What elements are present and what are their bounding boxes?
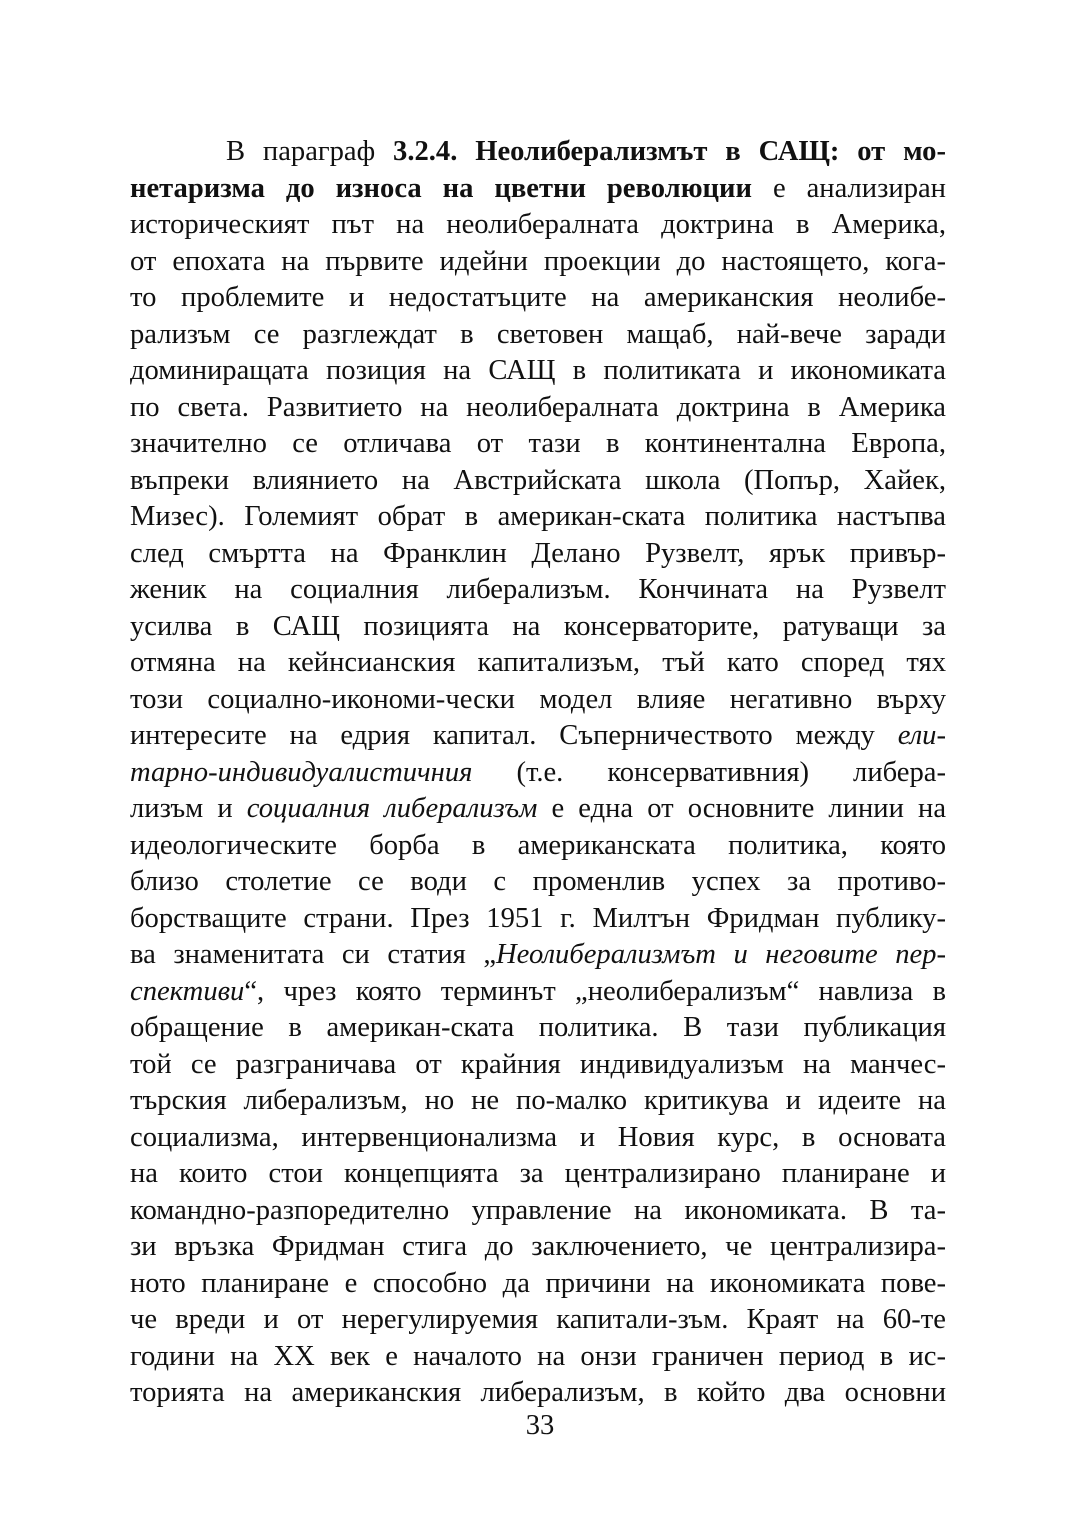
text-segment: лизъм и bbox=[130, 793, 247, 824]
text-line bbox=[130, 937, 946, 974]
text-line bbox=[130, 572, 946, 609]
text-line bbox=[130, 353, 946, 390]
text-segment: то проблемите и недостатъците на американския неолибе- bbox=[130, 282, 946, 313]
body-paragraph bbox=[130, 134, 946, 1412]
text-segment: зи връзка Фридман стига до заключението, че централизира- bbox=[130, 1231, 946, 1262]
text-line bbox=[130, 1266, 946, 1303]
text-line bbox=[130, 280, 946, 317]
text-line bbox=[130, 1375, 946, 1412]
italic-text: спективи bbox=[130, 975, 245, 1007]
text-line bbox=[130, 1083, 946, 1120]
page-number: 33 bbox=[525, 1410, 555, 1441]
text-line bbox=[130, 1047, 946, 1084]
text-line bbox=[130, 718, 946, 755]
text-line bbox=[130, 1156, 946, 1193]
text-line bbox=[130, 1193, 946, 1230]
text-segment: търския либерализъм, но не по-малко критикува и идеите на bbox=[130, 1085, 946, 1116]
text-segment: близо столетие се води с променлив успех за противо- bbox=[130, 866, 946, 897]
text-segment: доминиращата позиция на САЩ в политиката и икономиката bbox=[130, 355, 946, 386]
text-line bbox=[130, 536, 946, 573]
text-line bbox=[130, 609, 946, 646]
text-line bbox=[130, 828, 946, 865]
text-segment: женик на социалния либерализъм. Кончината на Рузвелт bbox=[130, 574, 946, 605]
text-line bbox=[130, 390, 946, 427]
text-line bbox=[130, 682, 946, 719]
text-line bbox=[130, 1302, 946, 1339]
text-segment: командно-разпоредително управление на икономиката. В та- bbox=[130, 1194, 946, 1226]
text-line bbox=[130, 1010, 946, 1047]
text-segment: от епохата на първите идейни проекции до настоящето, кога- bbox=[130, 245, 946, 277]
text-segment: “, чрез която терминът „неолиберализъм“ навлиза в bbox=[244, 975, 946, 1007]
text-segment: на които стои концепцията за централизирано планиране и bbox=[130, 1158, 946, 1189]
bold-text: нетаризма до износа на цветни революции bbox=[130, 172, 752, 204]
italic-text: Неолиберализмът и неговите пер- bbox=[496, 939, 946, 970]
text-segment: години на XX век е началото на онзи граничен период в ис- bbox=[130, 1340, 946, 1372]
text-segment: историческият път на неолибералната доктрина в Америка, bbox=[130, 209, 946, 240]
text-segment: В параграф bbox=[226, 136, 394, 167]
text-line bbox=[130, 244, 946, 281]
text-segment: интересите на едрия капитал. Съперничеството между bbox=[130, 720, 898, 751]
text-line bbox=[130, 755, 946, 792]
text-line bbox=[130, 317, 946, 354]
text-line bbox=[130, 1229, 946, 1266]
text-segment: той се разграничава от крайния индивидуализъм на манчес- bbox=[130, 1048, 946, 1080]
bold-text: 3.2.4. Неолиберализмът в САЩ: от мо- bbox=[393, 136, 946, 167]
text-line bbox=[130, 426, 946, 463]
text-segment: след смъртта на Франклин Делано Рузвелт, ярък привър- bbox=[130, 537, 946, 569]
text-line bbox=[130, 974, 946, 1011]
text-line bbox=[130, 499, 946, 536]
text-segment: въпреки влиянието на Австрийската школа (Попър, Хайек, bbox=[130, 464, 946, 496]
italic-text: ели- bbox=[897, 720, 946, 751]
text-segment: отмяна на кейнсианския капитализъм, тъй като според тях bbox=[130, 647, 946, 678]
text-segment: (т.е. консервативния) либера- bbox=[472, 756, 946, 788]
text-segment: по света. Развитието на неолибералната доктрина в Америка bbox=[130, 391, 946, 423]
text-line bbox=[130, 171, 946, 208]
text-line bbox=[130, 791, 946, 828]
text-segment: е една от основните линии на bbox=[537, 793, 947, 824]
text-segment: ва знаменитата си статия „ bbox=[130, 939, 497, 970]
text-segment: значително се отличава от тази в континентална Европа, bbox=[130, 428, 946, 459]
text-line bbox=[130, 901, 946, 938]
text-line bbox=[130, 1339, 946, 1376]
text-line bbox=[130, 1120, 946, 1157]
text-line bbox=[130, 207, 946, 244]
text-segment: торията на американския либерализъм, в който два основни bbox=[130, 1377, 946, 1408]
text-line bbox=[130, 864, 946, 901]
text-segment: този социално-икономи-чески модел влияе негативно върху bbox=[130, 683, 946, 715]
text-segment: че вреди и от нерегулируемия капитали-зъм. Краят на 60-те bbox=[130, 1304, 946, 1335]
text-line bbox=[130, 645, 946, 682]
text-segment: е анализиран bbox=[751, 172, 946, 204]
text-segment: идеологическите борба в американската политика, която bbox=[130, 829, 946, 861]
text-segment: обращение в американ-ската политика. В тази публикация bbox=[130, 1012, 946, 1043]
text-segment: социализма, интервенционализма и Новия курс, в основата bbox=[130, 1121, 946, 1153]
text-segment: Мизес). Големият обрат в американ-ската политика настъпва bbox=[130, 501, 946, 532]
text-segment: усилва в САЩ позицията на консерваторите, ратуващи за bbox=[130, 610, 946, 642]
text-line bbox=[130, 134, 946, 171]
text-segment: борстващите страни. През 1951 г. Милтън Фридман публику- bbox=[130, 902, 946, 934]
italic-text: социалния либерализъм bbox=[246, 793, 538, 824]
text-segment: рализъм се разглеждат в световен мащаб, най-вече заради bbox=[130, 318, 946, 350]
text-line bbox=[130, 463, 946, 500]
italic-text: тарно-индивидуалистичния bbox=[130, 756, 473, 788]
text-segment: ното планиране е способно да причини на икономиката пове- bbox=[130, 1267, 946, 1299]
